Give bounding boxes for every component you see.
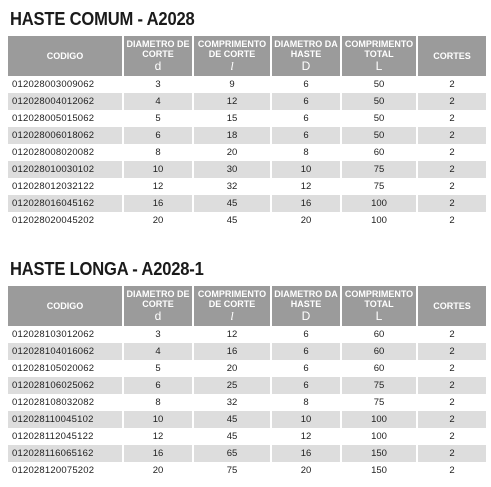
cell-diametro-corte: 20 bbox=[124, 212, 194, 229]
cell-cortes: 2 bbox=[418, 178, 486, 195]
table-row bbox=[8, 212, 486, 229]
table-row bbox=[8, 195, 486, 212]
cell-cortes: 2 bbox=[418, 93, 486, 110]
cell-diametro-corte: 4 bbox=[124, 93, 194, 110]
cell-codigo: 012028006018062 bbox=[8, 127, 124, 144]
cell-codigo: 012028104016062 bbox=[8, 343, 124, 360]
cell-diametro-haste: 20 bbox=[272, 462, 342, 479]
cell-diametro-haste: 6 bbox=[272, 127, 342, 144]
cell-codigo: 012028116065162 bbox=[8, 445, 124, 462]
cell-comprimento-total: 100 bbox=[342, 195, 418, 212]
cell-comprimento-total: 60 bbox=[342, 326, 418, 343]
cell-codigo: 012028016045162 bbox=[8, 195, 124, 212]
cell-comprimento-total: 150 bbox=[342, 445, 418, 462]
cell-diametro-corte: 4 bbox=[124, 343, 194, 360]
cell-comprimento-total: 60 bbox=[342, 343, 418, 360]
cell-diametro-haste: 12 bbox=[272, 178, 342, 195]
cell-comprimento-corte: 25 bbox=[194, 377, 272, 394]
cell-diametro-corte: 6 bbox=[124, 377, 194, 394]
cell-comprimento-total: 100 bbox=[342, 428, 418, 445]
table-row bbox=[8, 178, 486, 195]
header-comprimento-total: COMPRIMENTO TOTAL L bbox=[342, 286, 418, 326]
cell-comprimento-corte: 15 bbox=[194, 110, 272, 127]
header-diametro-corte: DIAMETRO DE CORTE d bbox=[124, 286, 194, 326]
cell-diametro-haste: 6 bbox=[272, 326, 342, 343]
cell-diametro-haste: 20 bbox=[272, 212, 342, 229]
header-comprimento-corte: COMPRIMENTO DE CORTE l bbox=[194, 286, 272, 326]
cell-codigo: 012028105020062 bbox=[8, 360, 124, 377]
section-title: HASTE COMUM - A2028 bbox=[10, 9, 195, 29]
cell-diametro-haste: 16 bbox=[272, 445, 342, 462]
cell-comprimento-corte: 12 bbox=[194, 326, 272, 343]
cell-cortes: 2 bbox=[418, 127, 486, 144]
header-cortes: CORTES bbox=[418, 286, 486, 326]
cell-diametro-haste: 6 bbox=[272, 360, 342, 377]
cell-diametro-corte: 6 bbox=[124, 127, 194, 144]
cell-comprimento-total: 50 bbox=[342, 127, 418, 144]
cell-codigo: 012028003009062 bbox=[8, 76, 124, 93]
cell-diametro-corte: 10 bbox=[124, 411, 194, 428]
cell-diametro-corte: 10 bbox=[124, 161, 194, 178]
cell-cortes: 2 bbox=[418, 428, 486, 445]
table-row bbox=[8, 110, 486, 127]
cell-cortes: 2 bbox=[418, 212, 486, 229]
cell-diametro-corte: 8 bbox=[124, 394, 194, 411]
cell-comprimento-corte: 20 bbox=[194, 360, 272, 377]
cell-diametro-haste: 6 bbox=[272, 110, 342, 127]
cell-comprimento-corte: 30 bbox=[194, 161, 272, 178]
cell-diametro-corte: 16 bbox=[124, 445, 194, 462]
cell-codigo: 012028012032122 bbox=[8, 178, 124, 195]
cell-comprimento-total: 50 bbox=[342, 93, 418, 110]
cell-diametro-corte: 3 bbox=[124, 326, 194, 343]
cell-diametro-corte: 12 bbox=[124, 178, 194, 195]
section-title: HASTE LONGA - A2028-1 bbox=[10, 259, 204, 279]
cell-cortes: 2 bbox=[418, 445, 486, 462]
spec-table bbox=[8, 36, 486, 229]
cell-comprimento-corte: 12 bbox=[194, 93, 272, 110]
header-diametro-corte: DIAMETRO DE CORTE d bbox=[124, 36, 194, 76]
cell-comprimento-corte: 45 bbox=[194, 428, 272, 445]
spec-table bbox=[8, 286, 486, 479]
cell-diametro-corte: 8 bbox=[124, 144, 194, 161]
cell-comprimento-total: 75 bbox=[342, 377, 418, 394]
cell-codigo: 012028108032082 bbox=[8, 394, 124, 411]
cell-comprimento-corte: 65 bbox=[194, 445, 272, 462]
cell-codigo: 012028004012062 bbox=[8, 93, 124, 110]
cell-diametro-haste: 6 bbox=[272, 377, 342, 394]
header-diametro-haste: DIAMETRO DA HASTE D bbox=[272, 286, 342, 326]
cell-cortes: 2 bbox=[418, 462, 486, 479]
cell-comprimento-total: 100 bbox=[342, 212, 418, 229]
cell-codigo: 012028103012062 bbox=[8, 326, 124, 343]
cell-comprimento-corte: 18 bbox=[194, 127, 272, 144]
table-row bbox=[8, 127, 486, 144]
cell-cortes: 2 bbox=[418, 144, 486, 161]
table-row bbox=[8, 445, 486, 462]
header-codigo: CODIGO bbox=[8, 36, 124, 76]
section-haste-comum bbox=[8, 8, 486, 229]
cell-cortes: 2 bbox=[418, 326, 486, 343]
table-row bbox=[8, 76, 486, 93]
cell-comprimento-corte: 32 bbox=[194, 178, 272, 195]
table-row bbox=[8, 326, 486, 343]
cell-diametro-haste: 16 bbox=[272, 195, 342, 212]
cell-cortes: 2 bbox=[418, 394, 486, 411]
cell-comprimento-total: 75 bbox=[342, 394, 418, 411]
cell-codigo: 012028120075202 bbox=[8, 462, 124, 479]
cell-comprimento-corte: 32 bbox=[194, 394, 272, 411]
cell-comprimento-corte: 16 bbox=[194, 343, 272, 360]
header-cortes: CORTES bbox=[418, 36, 486, 76]
cell-comprimento-total: 75 bbox=[342, 178, 418, 195]
table-row bbox=[8, 93, 486, 110]
cell-comprimento-total: 60 bbox=[342, 360, 418, 377]
cell-diametro-haste: 8 bbox=[272, 394, 342, 411]
cell-cortes: 2 bbox=[418, 411, 486, 428]
cell-cortes: 2 bbox=[418, 343, 486, 360]
table-row bbox=[8, 161, 486, 178]
header-comprimento-corte: COMPRIMENTO DE CORTE l bbox=[194, 36, 272, 76]
cell-comprimento-corte: 45 bbox=[194, 411, 272, 428]
cell-diametro-corte: 5 bbox=[124, 110, 194, 127]
cell-diametro-haste: 6 bbox=[272, 93, 342, 110]
cell-diametro-corte: 5 bbox=[124, 360, 194, 377]
cell-comprimento-corte: 20 bbox=[194, 144, 272, 161]
cell-comprimento-total: 60 bbox=[342, 144, 418, 161]
cell-diametro-corte: 20 bbox=[124, 462, 194, 479]
cell-comprimento-total: 100 bbox=[342, 411, 418, 428]
header-comprimento-total: COMPRIMENTO TOTAL L bbox=[342, 36, 418, 76]
cell-cortes: 2 bbox=[418, 360, 486, 377]
table-header-row bbox=[8, 36, 486, 76]
table-row bbox=[8, 360, 486, 377]
cell-diametro-haste: 10 bbox=[272, 411, 342, 428]
cell-comprimento-total: 75 bbox=[342, 161, 418, 178]
cell-cortes: 2 bbox=[418, 110, 486, 127]
section-haste-longa bbox=[8, 258, 486, 479]
cell-comprimento-corte: 45 bbox=[194, 212, 272, 229]
cell-diametro-haste: 6 bbox=[272, 343, 342, 360]
cell-comprimento-total: 50 bbox=[342, 76, 418, 93]
cell-diametro-haste: 12 bbox=[272, 428, 342, 445]
cell-codigo: 012028112045122 bbox=[8, 428, 124, 445]
cell-comprimento-corte: 9 bbox=[194, 76, 272, 93]
cell-diametro-haste: 10 bbox=[272, 161, 342, 178]
table-row bbox=[8, 462, 486, 479]
cell-cortes: 2 bbox=[418, 377, 486, 394]
cell-diametro-corte: 3 bbox=[124, 76, 194, 93]
cell-cortes: 2 bbox=[418, 195, 486, 212]
header-codigo: CODIGO bbox=[8, 286, 124, 326]
cell-diametro-haste: 6 bbox=[272, 76, 342, 93]
cell-codigo: 012028005015062 bbox=[8, 110, 124, 127]
cell-comprimento-total: 50 bbox=[342, 110, 418, 127]
table-row bbox=[8, 377, 486, 394]
cell-codigo: 012028020045202 bbox=[8, 212, 124, 229]
cell-cortes: 2 bbox=[418, 76, 486, 93]
cell-codigo: 012028010030102 bbox=[8, 161, 124, 178]
header-diametro-haste: DIAMETRO DA HASTE D bbox=[272, 36, 342, 76]
table-row bbox=[8, 428, 486, 445]
cell-comprimento-total: 150 bbox=[342, 462, 418, 479]
table-row bbox=[8, 411, 486, 428]
cell-diametro-corte: 12 bbox=[124, 428, 194, 445]
cell-codigo: 012028106025062 bbox=[8, 377, 124, 394]
cell-diametro-haste: 8 bbox=[272, 144, 342, 161]
table-row bbox=[8, 343, 486, 360]
table-header-row bbox=[8, 286, 486, 326]
cell-diametro-corte: 16 bbox=[124, 195, 194, 212]
cell-codigo: 012028008020082 bbox=[8, 144, 124, 161]
cell-comprimento-corte: 75 bbox=[194, 462, 272, 479]
cell-cortes: 2 bbox=[418, 161, 486, 178]
table-row bbox=[8, 144, 486, 161]
cell-codigo: 012028110045102 bbox=[8, 411, 124, 428]
table-row bbox=[8, 394, 486, 411]
cell-comprimento-corte: 45 bbox=[194, 195, 272, 212]
